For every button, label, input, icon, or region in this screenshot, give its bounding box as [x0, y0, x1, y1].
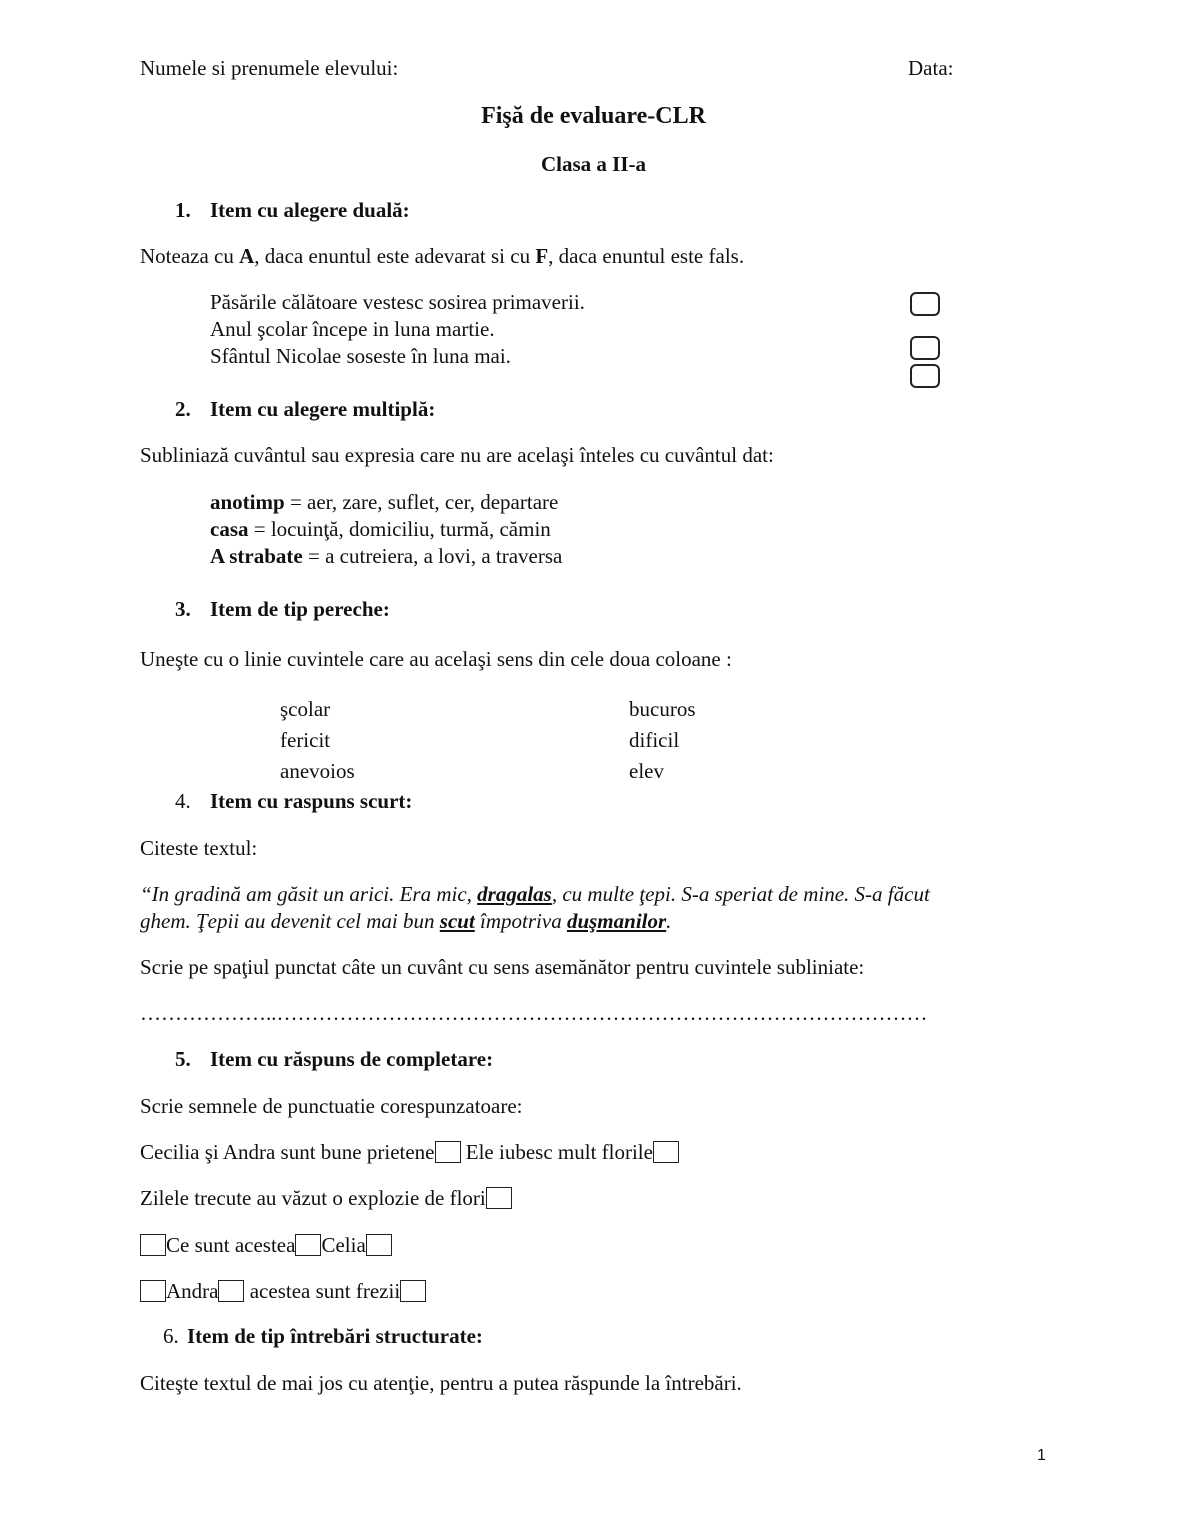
- document-title: Fişă de evaluare-CLR: [481, 103, 706, 129]
- page-number: 1: [1037, 1447, 1046, 1464]
- item2-instruction: Subliniază cuvântul sau expresia care nu are acelaşi înteles cu cuvântul dat:: [140, 443, 774, 467]
- item3-heading: Item de tip pereche:: [210, 597, 390, 621]
- student-name-label: Numele si prenumele elevului:: [140, 56, 399, 80]
- left-column-word: şcolar: [280, 697, 331, 721]
- item3-number: 3.: [175, 597, 191, 621]
- answer-box[interactable]: [910, 364, 940, 388]
- item2-row: anotimp = aer, zare, suflet, cer, departare: [210, 490, 559, 514]
- item1-heading: Item cu alegere duală:: [210, 198, 410, 222]
- underlined-word: dragalas: [477, 882, 552, 906]
- right-column-word: bucuros: [629, 697, 696, 721]
- left-column-word: fericit: [280, 728, 331, 752]
- punctuation-sentence: Ce sunt acestea Celia: [140, 1234, 392, 1256]
- punctuation-box[interactable]: [140, 1234, 166, 1256]
- left-column-word: anevoios: [280, 759, 355, 783]
- item1-statement: Anul şcolar începe in luna martie.: [210, 317, 495, 341]
- item4-instruction: Citeste textul:: [140, 836, 258, 860]
- item5-instruction: Scrie semnele de punctuatie corespunzatoare:: [140, 1094, 523, 1118]
- item6-instruction: Citeşte textul de mai jos cu atenţie, pentru a putea răspunde la întrebări.: [140, 1371, 742, 1395]
- answer-box[interactable]: [910, 336, 940, 360]
- item4-task: Scrie pe spaţiul punctat câte un cuvânt cu sens asemănător pentru cuvintele subliniate:: [140, 955, 865, 979]
- reading-text-line: “In gradină am găsit un arici. Era mic, dragalas, cu multe ţepi. S-a speriat de mine. S-a făcut: [140, 882, 930, 906]
- underlined-word: scut: [439, 909, 475, 933]
- punctuation-box[interactable]: [435, 1141, 461, 1163]
- punctuation-sentence: Zilele trecute au văzut o explozie de flori: [140, 1187, 512, 1209]
- underlined-word: duşmanilor: [566, 909, 667, 933]
- punctuation-sentence: Cecilia şi Andra sunt bune prietene Ele iubesc mult florile: [140, 1141, 679, 1163]
- punctuation-box[interactable]: [140, 1280, 166, 1302]
- item1-statement: Sfântul Nicolae soseste în luna mai.: [210, 344, 511, 368]
- date-label: Data:: [908, 56, 954, 80]
- item5-heading: Item cu răspuns de completare:: [210, 1047, 494, 1071]
- punctuation-box[interactable]: [218, 1280, 244, 1302]
- item2-number: 2.: [175, 397, 191, 421]
- answer-box[interactable]: [910, 292, 940, 316]
- right-column-word: elev: [629, 759, 664, 783]
- punctuation-box[interactable]: [653, 1141, 679, 1163]
- item6-number: 6.: [163, 1324, 179, 1348]
- item2-heading: Item cu alegere multiplă:: [210, 397, 436, 421]
- reading-text-line: ghem. Ţepii au devenit cel mai bun scut împotriva duşmanilor.: [140, 909, 672, 933]
- item5-number: 5.: [175, 1047, 191, 1071]
- right-column-word: dificil: [629, 728, 680, 752]
- punctuation-sentence: Andra acestea sunt frezii: [140, 1280, 426, 1302]
- item1-instruction: Noteaza cu A, daca enuntul este adevarat si cu F, daca enuntul este fals.: [140, 244, 745, 268]
- item2-row: A strabate = a cutreiera, a lovi, a traversa: [210, 544, 563, 568]
- punctuation-box[interactable]: [295, 1234, 321, 1256]
- item6-heading: Item de tip întrebări structurate:: [187, 1324, 483, 1348]
- item4-heading: Item cu raspuns scurt:: [210, 789, 413, 813]
- punctuation-box[interactable]: [400, 1280, 426, 1302]
- item1-statement: Păsările călătoare vestesc sosirea primaverii.: [210, 290, 585, 314]
- punctuation-box[interactable]: [366, 1234, 392, 1256]
- item2-row: casa = locuinţă, domiciliu, turmă, cămin: [210, 517, 551, 541]
- punctuation-box[interactable]: [486, 1187, 512, 1209]
- answer-dotted-line[interactable]: ………………..…………………………………………………………………………………: [140, 1003, 928, 1024]
- item3-instruction: Uneşte cu o linie cuvintele care au acelaşi sens din cele doua coloane :: [140, 647, 732, 671]
- item4-number: 4.: [175, 789, 191, 813]
- item1-number: 1.: [175, 198, 191, 222]
- document-subtitle: Clasa a II-a: [540, 152, 646, 176]
